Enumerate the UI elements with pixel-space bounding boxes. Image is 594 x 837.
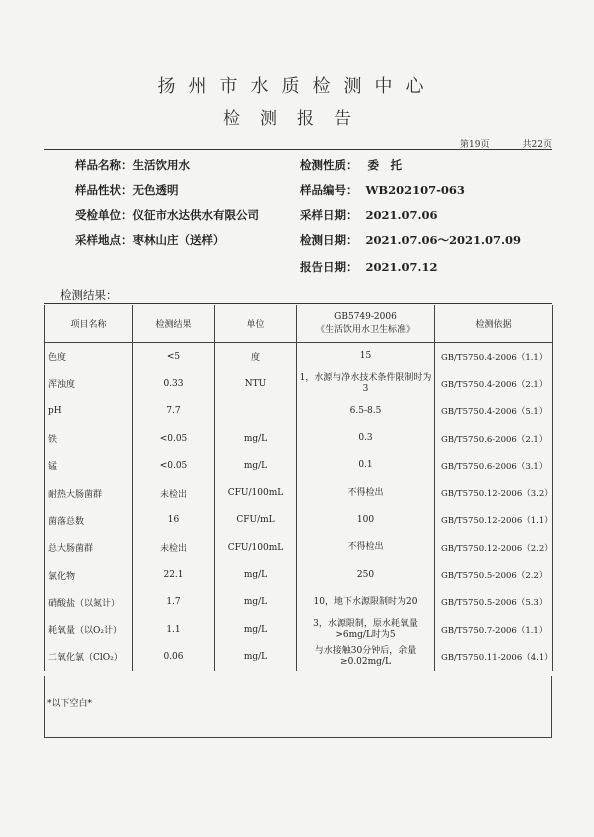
- cell-basis: GB/T5750.7-2006（1.1）: [435, 616, 553, 643]
- cell-limit: 1，水源与净水技术条件限制时为3: [297, 370, 435, 397]
- table-row: [45, 343, 553, 371]
- test-type-label: 检测性质：: [300, 158, 358, 172]
- cell-item: 浑浊度: [45, 370, 133, 397]
- client-label: 受检单位：: [75, 208, 133, 222]
- cell-basis: GB/T5750.4-2006（1.1）: [435, 343, 553, 371]
- sampling-date-value: 2021.07.06: [365, 208, 438, 222]
- cell-unit: mg/L: [215, 643, 297, 670]
- cell-unit: CFU/100mL: [215, 479, 297, 506]
- cell-limit: 0.3: [297, 425, 435, 452]
- cell-item: 锰: [45, 452, 133, 479]
- cell-basis: GB/T5750.6-2006（3.1）: [435, 452, 553, 479]
- cell-basis: GB/T5750.12-2006（3.2）: [435, 479, 553, 506]
- table-row: [45, 398, 553, 425]
- table-row: [45, 643, 553, 670]
- cell-limit: 0.1: [297, 452, 435, 479]
- cell-basis: GB/T5750.12-2006（1.1）: [435, 507, 553, 534]
- cell-item: 总大肠菌群: [45, 534, 133, 561]
- cell-unit: mg/L: [215, 589, 297, 616]
- table-row: [45, 507, 553, 534]
- sample-id-label: 样品编号：: [300, 183, 358, 197]
- results-label: 检测结果：: [60, 288, 118, 302]
- cell-result: 0.06: [133, 643, 215, 670]
- cell-unit: mg/L: [215, 616, 297, 643]
- cell-result: 1.1: [133, 616, 215, 643]
- sample-id-row: [300, 182, 465, 198]
- location-value: 枣林山庄（送样）: [132, 233, 225, 247]
- cell-basis: GB/T5750.4-2006（5.1）: [435, 398, 553, 425]
- cell-result: 1.7: [133, 589, 215, 616]
- cell-basis: GB/T5750.5-2006（2.2）: [435, 561, 553, 588]
- cell-unit: mg/L: [215, 452, 297, 479]
- header-result: 检测结果: [133, 305, 215, 343]
- cell-item: 耗氧量（以O₂计）: [45, 616, 133, 643]
- cell-limit: 15: [297, 343, 435, 371]
- test-type-value: 委 托: [367, 158, 402, 172]
- table-row: [45, 370, 553, 397]
- sampling-date-row: [300, 207, 438, 223]
- cell-basis: GB/T5750.12-2006（2.2）: [435, 534, 553, 561]
- header-basis: 检测依据: [435, 305, 553, 343]
- cell-item: pH: [45, 398, 133, 425]
- cell-unit: NTU: [215, 370, 297, 397]
- cell-result: <0.05: [133, 452, 215, 479]
- table-row: [45, 616, 553, 643]
- page-total: 共22页: [522, 140, 552, 150]
- table-header-row: [45, 305, 553, 343]
- cell-basis: GB/T5750.5-2006（5.3）: [435, 589, 553, 616]
- test-type-row: [300, 157, 402, 173]
- header-item: 项目名称: [45, 305, 133, 343]
- sample-state-row: [75, 182, 179, 198]
- sample-state-value: 无色透明: [132, 183, 179, 197]
- cell-result: <5: [133, 343, 215, 371]
- cell-item: 耐热大肠菌群: [45, 479, 133, 506]
- cell-unit: mg/L: [215, 425, 297, 452]
- report-date-label: 报告日期：: [300, 260, 358, 274]
- client-row: [75, 207, 259, 223]
- table-top-rule: [44, 303, 552, 304]
- cell-item: 硝酸盐（以氮计）: [45, 589, 133, 616]
- blank-below-note: *以下空白*: [47, 699, 93, 709]
- cell-limit: 100: [297, 507, 435, 534]
- sample-name-label: 样品名称：: [75, 158, 133, 172]
- sampling-date-label: 采样日期：: [300, 208, 358, 222]
- header-standard-code: GB5749-2006: [334, 312, 397, 322]
- cell-basis: GB/T5750.4-2006（2.1）: [435, 370, 553, 397]
- report-date-value: 2021.07.12: [365, 260, 438, 274]
- table-bottom-rule: [44, 737, 552, 738]
- report-date-row: [300, 259, 438, 275]
- test-date-value: 2021.07.06～2021.07.09: [365, 233, 522, 247]
- cell-limit: 不得检出: [297, 479, 435, 506]
- report-title: 检测报告: [223, 109, 371, 129]
- cell-result: 22.1: [133, 561, 215, 588]
- cell-limit: 不得检出: [297, 534, 435, 561]
- client-value: 仪征市水达供水有限公司: [132, 208, 259, 222]
- cell-basis: GB/T5750.11-2006（4.1）: [435, 643, 553, 670]
- cell-result: 16: [133, 507, 215, 534]
- cell-item: 铁: [45, 425, 133, 452]
- results-table: [44, 305, 553, 671]
- test-date-row: [300, 232, 521, 248]
- cell-item: 氯化物: [45, 561, 133, 588]
- cell-result: 0.33: [133, 370, 215, 397]
- sample-state-label: 样品性状：: [75, 183, 133, 197]
- cell-unit: CFU/100mL: [215, 534, 297, 561]
- blank-area-border-right: [551, 676, 552, 737]
- cell-item: 色度: [45, 343, 133, 371]
- cell-limit: 250: [297, 561, 435, 588]
- cell-unit: 度: [215, 343, 297, 371]
- table-row: [45, 561, 553, 588]
- cell-result: <0.05: [133, 425, 215, 452]
- sample-id-value: WB202107-063: [365, 183, 465, 197]
- header-unit: 单位: [215, 305, 297, 343]
- table-row: [45, 479, 553, 506]
- cell-result: 7.7: [133, 398, 215, 425]
- table-row: [45, 425, 553, 452]
- location-row: [75, 232, 225, 248]
- cell-result: 未检出: [133, 534, 215, 561]
- cell-basis: GB/T5750.6-2006（2.1）: [435, 425, 553, 452]
- table-row: [45, 589, 553, 616]
- cell-result: 未检出: [133, 479, 215, 506]
- header-standard: [297, 305, 435, 343]
- location-label: 采样地点：: [75, 233, 133, 247]
- cell-unit: CFU/mL: [215, 507, 297, 534]
- cell-unit: [215, 398, 297, 425]
- table-row: [45, 452, 553, 479]
- institution-title: 扬州市水质检测中心: [157, 76, 437, 97]
- table-row: [45, 534, 553, 561]
- sample-name-value: 生活饮用水: [132, 158, 190, 172]
- cell-item: 二氧化氯（ClO₂）: [45, 643, 133, 670]
- cell-unit: mg/L: [215, 561, 297, 588]
- header-standard-name: 《生活饮用水卫生标准》: [315, 325, 415, 335]
- cell-limit: 与水接触30分钟后，余量≥0.02mg/L: [297, 643, 435, 670]
- cell-item: 菌落总数: [45, 507, 133, 534]
- cell-limit: 10，地下水源限制时为20: [297, 589, 435, 616]
- sample-name-row: [75, 157, 190, 173]
- cell-limit: 3，水源限制，原水耗氧量>6mg/L时为5: [297, 616, 435, 643]
- top-rule: [44, 149, 552, 150]
- test-date-label: 检测日期：: [300, 233, 358, 247]
- cell-limit: 6.5-8.5: [297, 398, 435, 425]
- blank-area-border-left: [44, 676, 45, 737]
- page-current: 第19页: [460, 140, 490, 150]
